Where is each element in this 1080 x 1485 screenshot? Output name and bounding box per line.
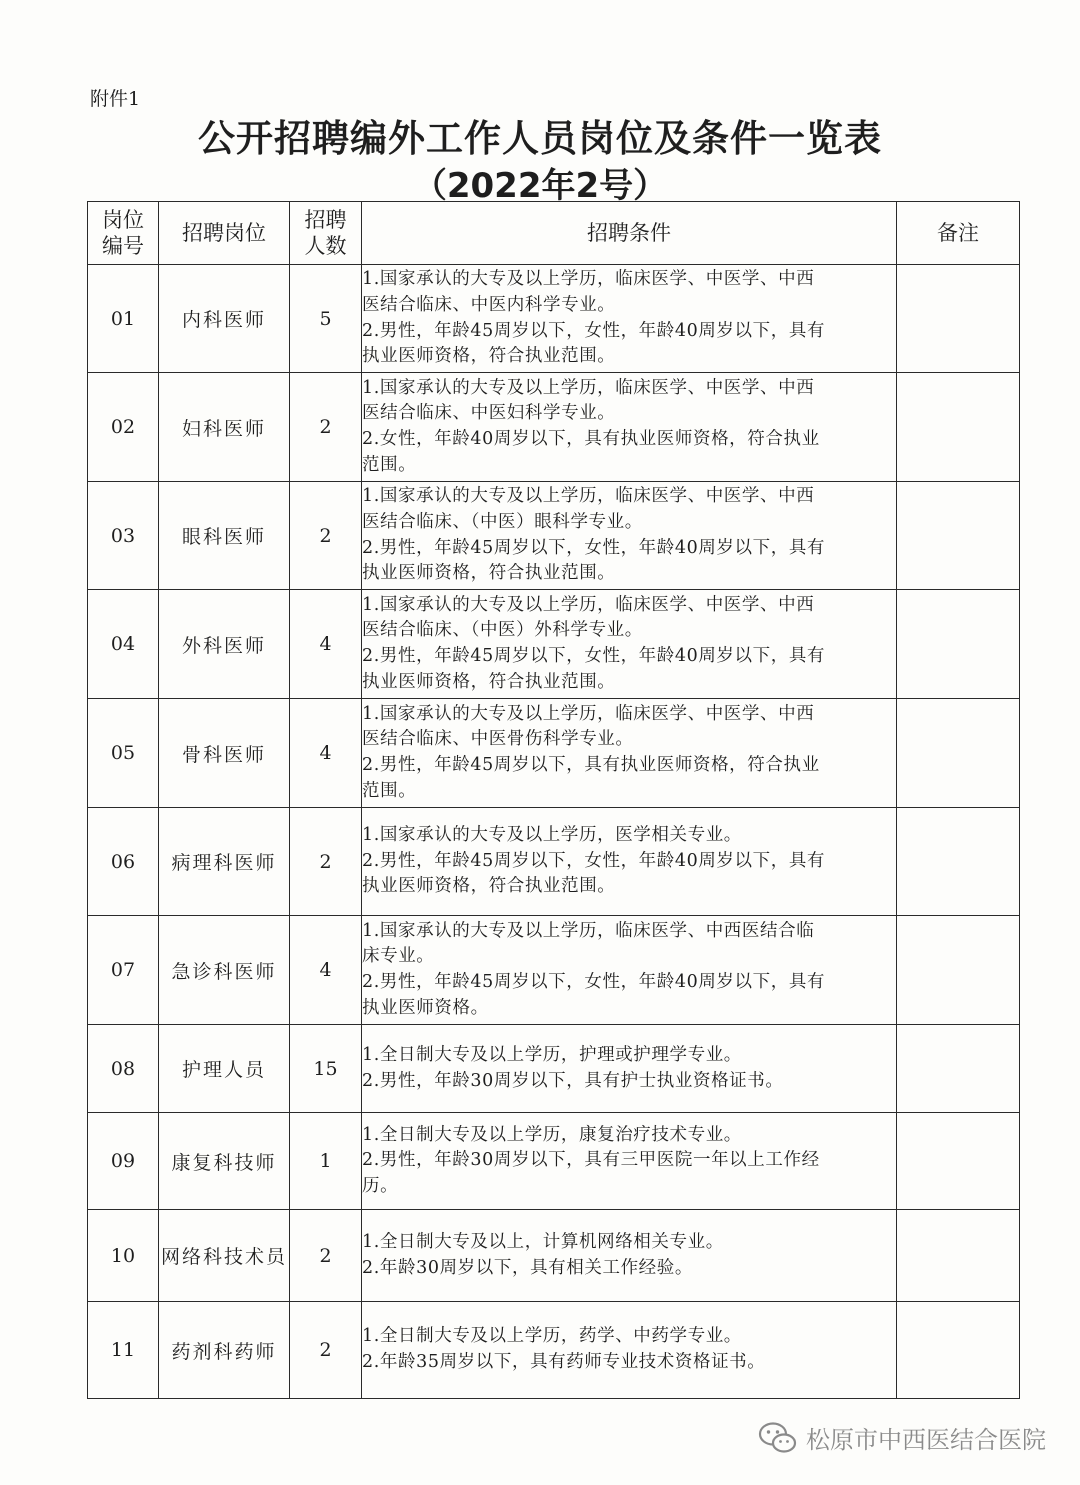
conditions-cell	[362, 699, 897, 808]
condition-line: 2.男性，年龄45周岁以下，女性，年龄40周岁以下，具有	[362, 320, 826, 341]
condition-line: 1.国家承认的大专及以上学历，临床医学、中医学、中西	[362, 377, 815, 398]
conditions-cell	[362, 1113, 897, 1210]
condition-line: 2.女性，年龄40周岁以下，具有执业医师资格，符合执业	[362, 429, 820, 449]
document-subtitle: （2022年2号）	[412, 166, 668, 206]
condition-line: 执业医师资格，符合执业范围。	[362, 671, 616, 692]
condition-line: 1.国家承认的大专及以上学历，临床医学、中医学、中西	[362, 269, 815, 290]
conditions-cell	[362, 373, 897, 482]
position-name-cell: 外科医师	[159, 590, 290, 699]
position-code-cell: 03	[88, 482, 159, 590]
header-remarks: 备注	[897, 202, 1020, 265]
condition-line: 2.男性，年龄45周岁以下，女性，年龄40周岁以下，具有	[362, 850, 826, 871]
condition-line: 范围。	[362, 780, 417, 801]
remarks-cell	[897, 1025, 1020, 1113]
header-position: 招聘岗位	[159, 202, 290, 265]
position-name-cell: 病理科医师	[159, 808, 290, 916]
table-row	[88, 482, 1020, 590]
table-row	[88, 590, 1020, 699]
condition-line: 2.男性，年龄30周岁以下，具有护士执业资格证书。	[362, 1070, 784, 1091]
condition-line: 1.国家承认的大专及以上学历，临床医学、中西医结合临	[362, 920, 815, 941]
position-code-cell: 10	[88, 1210, 159, 1302]
headcount-cell: 4	[290, 916, 362, 1025]
position-code-cell: 09	[88, 1113, 159, 1210]
headcount-cell: 2	[290, 808, 362, 916]
condition-line: 1.全日制大专及以上学历，康复治疗技术专业。	[362, 1124, 742, 1145]
position-name-cell: 急诊科医师	[159, 916, 290, 1025]
watermark	[758, 1420, 1046, 1455]
position-name-cell: 护理人员	[159, 1025, 290, 1113]
condition-line: 1.全日制大专及以上学历，药学、中药学专业。	[362, 1326, 742, 1347]
header-count	[290, 202, 362, 265]
conditions-cell	[362, 265, 897, 373]
remarks-cell	[897, 1210, 1020, 1302]
condition-line: 执业医师资格。	[362, 997, 489, 1018]
remarks-cell	[897, 373, 1020, 482]
condition-line: 床专业。	[362, 946, 435, 967]
position-name-cell: 骨科医师	[159, 699, 290, 808]
position-code-cell: 02	[88, 373, 159, 482]
position-name-cell: 网络科技术员	[159, 1210, 290, 1302]
condition-line: 医结合临床、（中医）外科学专业。	[362, 620, 643, 641]
condition-line: 2.年龄35周岁以下，具有药师专业技术资格证书。	[362, 1352, 766, 1372]
position-name-cell: 康复科技师	[159, 1113, 290, 1210]
remarks-cell	[897, 699, 1020, 808]
conditions-cell	[362, 916, 897, 1025]
conditions-cell	[362, 1302, 897, 1399]
header-code-line1: 岗位	[102, 208, 144, 232]
headcount-cell: 1	[290, 1113, 362, 1210]
condition-line: 执业医师资格，符合执业范围。	[362, 563, 616, 584]
position-code-cell: 04	[88, 590, 159, 699]
table-row	[88, 1302, 1020, 1399]
condition-line: 1.国家承认的大专及以上学历，医学相关专业。	[362, 825, 742, 846]
position-name-cell: 内科医师	[159, 265, 290, 373]
header-code-line2: 编号	[102, 234, 144, 258]
position-code-cell: 05	[88, 699, 159, 808]
watermark-text: 松原市中西医结合医院	[806, 1426, 1046, 1454]
condition-line: 范围。	[362, 454, 417, 475]
document-title: 公开招聘编外工作人员岗位及条件一览表	[198, 117, 882, 160]
condition-line: 1.全日制大专及以上学历，护理或护理学专业。	[362, 1044, 742, 1065]
conditions-cell	[362, 482, 897, 590]
headcount-cell: 15	[290, 1025, 362, 1113]
condition-line: 1.国家承认的大专及以上学历，临床医学、中医学、中西	[362, 594, 815, 615]
position-name-cell: 妇科医师	[159, 373, 290, 482]
position-code-cell: 01	[88, 265, 159, 373]
condition-line: 2.男性，年龄45周岁以下，女性，年龄40周岁以下，具有	[362, 646, 826, 666]
table-row	[88, 808, 1020, 916]
condition-line: 执业医师资格，符合执业范围。	[362, 346, 616, 367]
table-row	[88, 1210, 1020, 1302]
condition-line: 医结合临床、中医内科学专业。	[362, 294, 616, 315]
condition-line: 1.国家承认的大专及以上学历，临床医学、中医学、中西	[362, 703, 815, 724]
conditions-cell	[362, 1210, 897, 1302]
conditions-cell	[362, 590, 897, 699]
headcount-cell: 2	[290, 482, 362, 590]
table-row	[88, 373, 1020, 482]
condition-line: 医结合临床、（中医）眼科学专业。	[362, 511, 643, 532]
position-code-cell: 11	[88, 1302, 159, 1399]
condition-line: 医结合临床、中医骨伤科学专业。	[362, 729, 634, 750]
remarks-cell	[897, 590, 1020, 699]
remarks-cell	[897, 808, 1020, 916]
attachment-label: 附件1	[90, 88, 141, 110]
table-row	[88, 1113, 1020, 1210]
conditions-cell	[362, 808, 897, 916]
headcount-cell: 4	[290, 590, 362, 699]
table-row	[88, 1025, 1020, 1113]
condition-line: 2.男性，年龄45周岁以下，女性，年龄40周岁以下，具有	[362, 972, 826, 992]
header-code	[88, 202, 159, 265]
condition-line: 2.年龄30周岁以下，具有相关工作经验。	[362, 1257, 693, 1278]
position-name-cell: 药剂科药师	[159, 1302, 290, 1399]
recruitment-table	[87, 201, 1020, 1399]
remarks-cell	[897, 916, 1020, 1025]
condition-line: 历。	[362, 1175, 399, 1196]
position-name-cell: 眼科医师	[159, 482, 290, 590]
condition-line: 1.国家承认的大专及以上学历，临床医学、中医学、中西	[362, 486, 815, 507]
table-header-row	[88, 202, 1020, 265]
table-row	[88, 265, 1020, 373]
wechat-icon	[758, 1421, 798, 1455]
condition-line: 2.男性，年龄30周岁以下，具有三甲医院一年以上工作经	[362, 1150, 820, 1171]
remarks-cell	[897, 1302, 1020, 1399]
header-count-line1: 招聘	[304, 208, 347, 232]
remarks-cell	[897, 265, 1020, 373]
remarks-cell	[897, 1113, 1020, 1210]
header-conditions: 招聘条件	[362, 202, 897, 265]
headcount-cell: 5	[290, 265, 362, 373]
condition-line: 医结合临床、中医妇科学专业。	[362, 403, 616, 424]
condition-line: 2.男性，年龄45周岁以下，具有执业医师资格，符合执业	[362, 755, 820, 775]
header-count-line2: 人数	[304, 234, 347, 258]
conditions-cell	[362, 1025, 897, 1113]
condition-line: 1.全日制大专及以上，计算机网络相关专业。	[362, 1231, 724, 1252]
table-body	[88, 265, 1020, 1399]
condition-line: 执业医师资格，符合执业范围。	[362, 876, 616, 897]
table-row	[88, 699, 1020, 808]
position-code-cell: 07	[88, 916, 159, 1025]
position-code-cell: 08	[88, 1025, 159, 1113]
position-code-cell: 06	[88, 808, 159, 916]
condition-line: 2.男性，年龄45周岁以下，女性，年龄40周岁以下，具有	[362, 537, 826, 558]
headcount-cell: 4	[290, 699, 362, 808]
table-row	[88, 916, 1020, 1025]
headcount-cell: 2	[290, 1302, 362, 1399]
headcount-cell: 2	[290, 1210, 362, 1302]
remarks-cell	[897, 482, 1020, 590]
headcount-cell: 2	[290, 373, 362, 482]
